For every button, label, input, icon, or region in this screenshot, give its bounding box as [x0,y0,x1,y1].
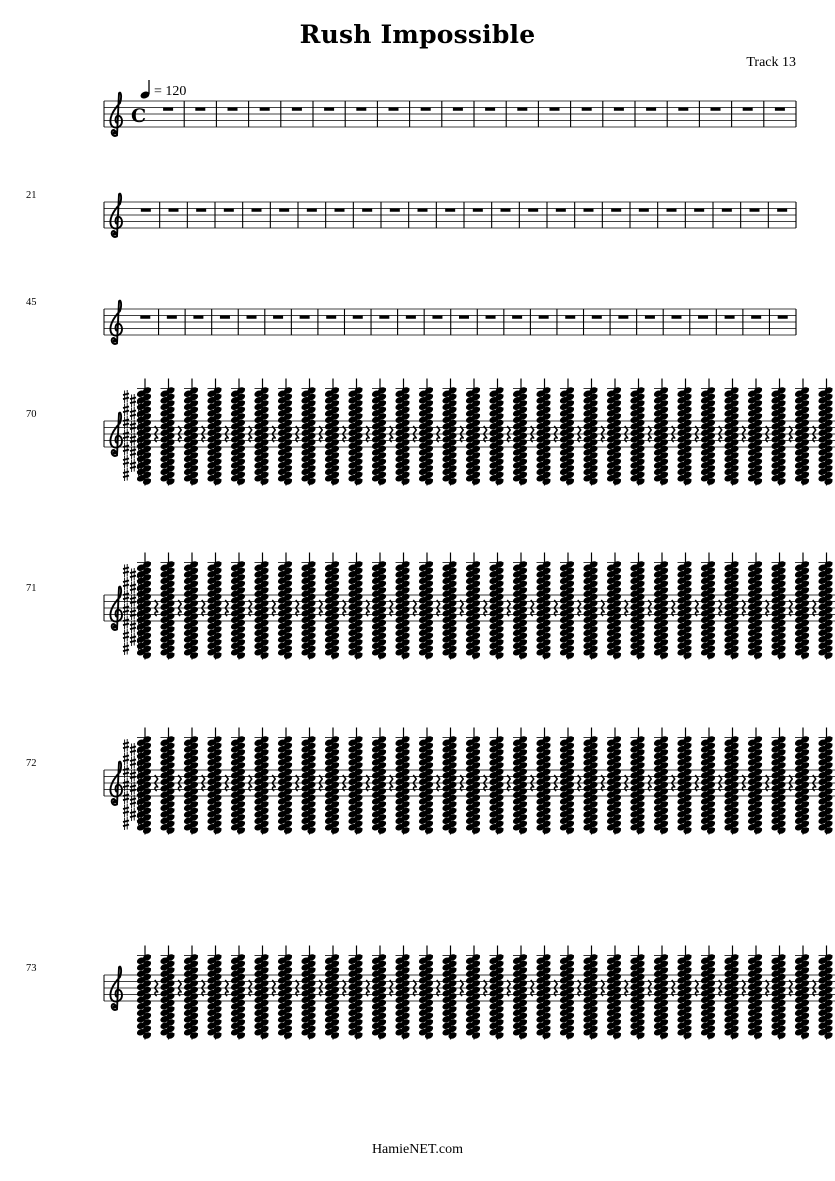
whole-rest-icon [379,316,389,319]
sharp-icon [130,433,136,446]
whole-rest-icon [694,209,704,212]
sharp-icon [130,594,136,607]
chord [394,553,410,660]
whole-rest-icon [445,209,455,212]
chord [300,946,316,1040]
chord [371,553,387,660]
chord [606,946,622,1040]
sharp-icon [123,752,129,765]
chord [206,946,222,1040]
chord [723,379,739,486]
chord [582,728,598,835]
whole-rest-icon [220,316,230,319]
chord [136,728,152,835]
chord [277,946,293,1040]
tempo-text: = 120 [154,84,187,99]
chord [700,553,716,660]
chord [676,553,692,660]
whole-rest-icon [550,108,560,111]
chord [300,379,316,486]
chord [159,946,175,1040]
whole-rest-icon [335,209,345,212]
sharp-icon [123,390,129,403]
sharp-icon [130,581,136,594]
chord [512,553,528,660]
whole-rest-icon [140,316,150,319]
chord [183,553,199,660]
chord [324,379,340,486]
chord [277,728,293,835]
whole-rest-icon [485,108,495,111]
sharp-icon [130,756,136,769]
chord [441,553,457,660]
chord [535,728,551,835]
whole-rest-icon [592,316,602,319]
chord [441,379,457,486]
chord [371,379,387,486]
whole-rest-icon [356,108,366,111]
whole-rest-icon [565,316,575,319]
sharp-icon [123,778,129,791]
chord [723,946,739,1040]
sharp-icon [130,743,136,756]
chord [512,728,528,835]
chord [747,946,763,1040]
whole-rest-icon [618,316,628,319]
chord [159,728,175,835]
chord [418,379,434,486]
whole-rest-icon [459,316,469,319]
chord [371,946,387,1040]
measure-number: 72 [26,758,37,769]
whole-rest-icon [418,209,428,212]
sharp-icon [130,808,136,821]
system-5 [26,553,835,660]
chord [324,946,340,1040]
chord [159,553,175,660]
chord [700,728,716,835]
chord [723,553,739,660]
chord [559,728,575,835]
whole-rest-icon [196,209,206,212]
whole-rest-icon [646,108,656,111]
chord [183,946,199,1040]
sharp-icon [123,804,129,817]
chord [512,946,528,1040]
chord [747,379,763,486]
whole-rest-icon [751,316,761,319]
chord [465,553,481,660]
chord [347,728,363,835]
chord [347,379,363,486]
whole-rest-icon [473,209,483,212]
whole-rest-icon [141,209,151,212]
chord [582,946,598,1040]
sharp-icon [123,403,129,416]
whole-rest-icon [389,108,399,111]
whole-rest-icon [722,209,732,212]
sharp-icon [123,817,129,830]
chord [253,728,269,835]
chord [582,553,598,660]
chord [794,553,810,660]
staff-lines [104,101,796,127]
whole-rest-icon [362,209,372,212]
chord [230,946,246,1040]
chord [629,553,645,660]
chord [747,553,763,660]
chord [488,728,504,835]
sharp-icon [130,620,136,633]
sharp-icon [123,791,129,804]
chord [441,946,457,1040]
sharp-icon [130,769,136,782]
sharp-icon [123,577,129,590]
chord [253,946,269,1040]
whole-rest-icon [528,209,538,212]
whole-rest-icon [778,316,788,319]
whole-rest-icon [307,209,317,212]
footer-credit: HamieNET.com [371,1142,464,1157]
chord [770,946,786,1040]
whole-rest-icon [582,108,592,111]
whole-rest-icon [775,108,785,111]
chord [653,553,669,660]
chord [418,553,434,660]
whole-rest-icon [671,316,681,319]
sharp-icon [123,765,129,778]
chord [653,946,669,1040]
chord [582,379,598,486]
whole-rest-icon [353,316,363,319]
whole-rest-icon [279,209,289,212]
whole-rest-icon [406,316,416,319]
whole-rest-icon [252,209,262,212]
whole-rest-icon [195,108,205,111]
whole-rest-icon [486,316,496,319]
measure-number: 71 [26,583,37,594]
chord [629,728,645,835]
sharp-icon [123,739,129,752]
chord [606,553,622,660]
chord [300,728,316,835]
measure-number: 45 [26,297,37,308]
chord [183,379,199,486]
chord [465,728,481,835]
system-3 [26,297,796,344]
chord [676,379,692,486]
chord [394,728,410,835]
chord [606,728,622,835]
chord [559,379,575,486]
whole-rest-icon [453,108,463,111]
chord [418,946,434,1040]
track-label: Track 13 [746,55,796,70]
sharp-icon [123,616,129,629]
chord [230,379,246,486]
chord [206,379,222,486]
whole-rest-icon [667,209,677,212]
chord [676,946,692,1040]
whole-rest-icon [539,316,549,319]
chord [770,553,786,660]
chord [394,379,410,486]
whole-rest-icon [260,108,270,111]
whole-rest-icon [614,108,624,111]
sharp-icon [123,455,129,468]
sharp-icon [130,633,136,646]
whole-rest-icon [711,108,721,111]
chord [794,379,810,486]
whole-rest-icon [167,316,177,319]
whole-rest-icon [698,316,708,319]
sharp-icon [130,568,136,581]
sharp-icon [123,603,129,616]
sharp-icon [123,442,129,455]
staff-lines [104,202,796,228]
whole-rest-icon [678,108,688,111]
whole-rest-icon [517,108,527,111]
chord [183,728,199,835]
chord [324,728,340,835]
chord [794,946,810,1040]
whole-rest-icon [611,209,621,212]
whole-rest-icon [326,316,336,319]
chord [347,553,363,660]
chord [465,379,481,486]
chord [676,728,692,835]
sharp-icon [130,459,136,472]
sharp-icon [123,416,129,429]
chord [817,379,833,486]
chord [535,946,551,1040]
score-title: Rush Impossible [299,20,536,49]
chord [277,379,293,486]
whole-rest-icon [432,316,442,319]
chord [559,553,575,660]
whole-rest-icon [390,209,400,212]
measure-number: 21 [26,190,37,201]
chord [488,379,504,486]
chord [535,553,551,660]
system-6 [26,728,835,835]
chord [136,553,152,660]
whole-rest-icon [743,108,753,111]
sharp-icon [130,607,136,620]
whole-rest-icon [300,316,310,319]
chord [700,379,716,486]
whole-rest-icon [324,108,334,111]
chord [794,728,810,835]
whole-rest-icon [501,209,511,212]
sharp-icon [130,407,136,420]
time-signature: C [131,104,147,127]
sharp-icon [123,429,129,442]
chord [535,379,551,486]
chord [488,946,504,1040]
chord [629,946,645,1040]
sharp-icon [123,564,129,577]
whole-rest-icon [584,209,594,212]
whole-rest-icon [247,316,257,319]
whole-rest-icon [750,209,760,212]
chord [418,728,434,835]
whole-rest-icon [725,316,735,319]
tempo-marking [139,80,186,100]
system-7 [26,946,835,1040]
chord [653,728,669,835]
sharp-icon [130,782,136,795]
whole-rest-icon [228,108,238,111]
chord [277,553,293,660]
chord [253,553,269,660]
chord [770,728,786,835]
chord [136,946,152,1040]
chord [770,379,786,486]
sharp-icon [123,629,129,642]
whole-rest-icon [639,209,649,212]
chord [817,728,833,835]
chord [230,553,246,660]
chord [700,946,716,1040]
sharp-icon [130,420,136,433]
whole-rest-icon [224,209,234,212]
chord [136,379,152,486]
chord [465,946,481,1040]
whole-rest-icon [169,209,179,212]
staff-lines [104,309,796,335]
chord [206,553,222,660]
whole-rest-icon [421,108,431,111]
chord [723,728,739,835]
whole-rest-icon [292,108,302,111]
system-4 [26,379,835,486]
measure-number: 70 [26,409,37,420]
sharp-icon [123,590,129,603]
whole-rest-icon [273,316,283,319]
whole-rest-icon [193,316,203,319]
chord [653,379,669,486]
chord [817,946,833,1040]
sharp-icon [130,394,136,407]
chord [488,553,504,660]
chord [206,728,222,835]
chord [441,728,457,835]
measure-number: 73 [26,963,37,974]
chord [629,379,645,486]
chord [347,946,363,1040]
chord [394,946,410,1040]
whole-rest-icon [645,316,655,319]
chord [817,553,833,660]
chord [512,379,528,486]
whole-rest-icon [556,209,566,212]
whole-rest-icon [777,209,787,212]
system-1 [104,93,796,136]
chord [253,379,269,486]
sharp-icon [130,446,136,459]
system-2 [26,190,796,237]
chord [230,728,246,835]
whole-rest-icon [512,316,522,319]
whole-rest-icon [163,108,173,111]
chord [159,379,175,486]
sharp-icon [123,642,129,655]
chord [371,728,387,835]
sharp-icon [123,468,129,481]
sharp-icon [130,795,136,808]
quarter-note-icon [139,80,150,100]
chord [559,946,575,1040]
chord [747,728,763,835]
chord [324,553,340,660]
chord [606,379,622,486]
chord [300,553,316,660]
